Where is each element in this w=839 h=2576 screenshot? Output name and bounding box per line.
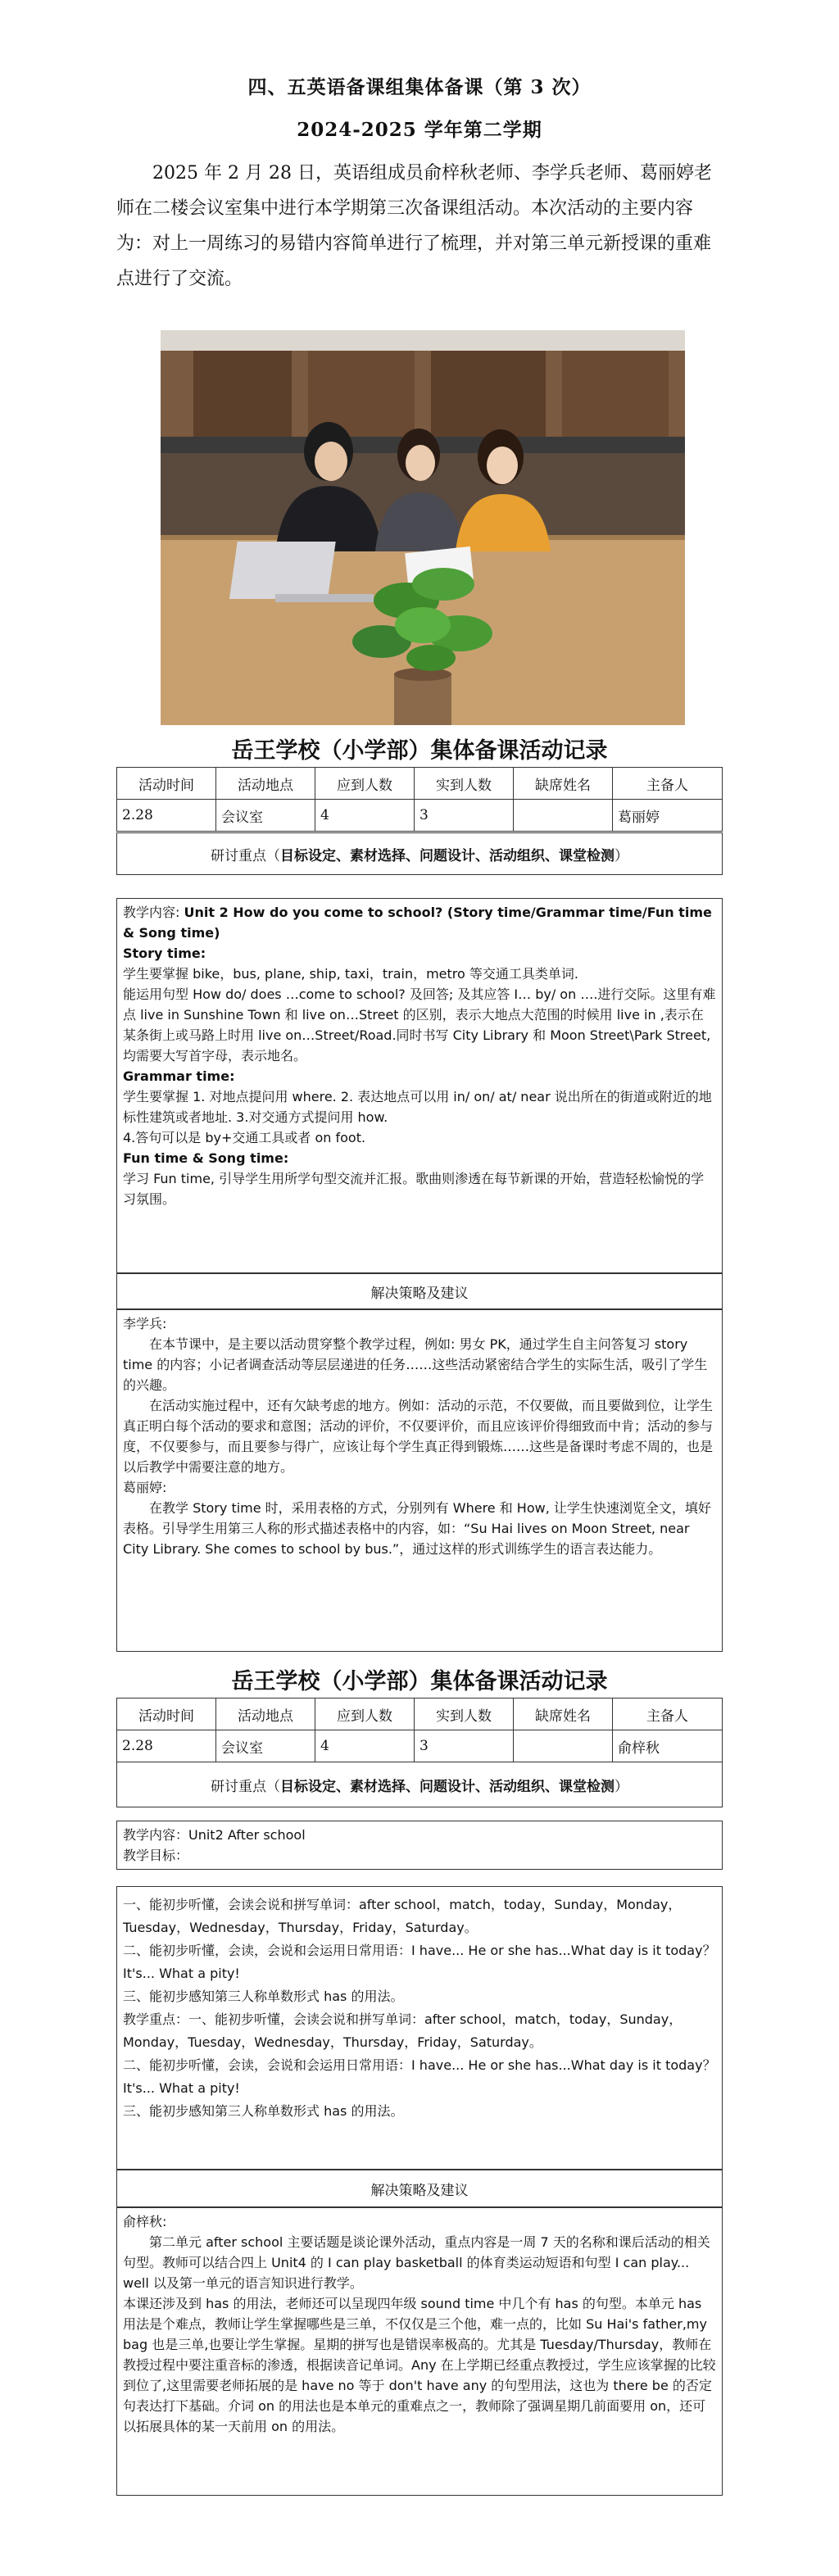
cell-place: 会议室 <box>216 1730 315 1762</box>
header-lead-preparer: 主备人 <box>613 1698 723 1730</box>
document-title: 四、五英语备课组集体备课（第 3 次） <box>247 76 592 98</box>
table-row <box>117 1730 723 1762</box>
cell-absent <box>514 1730 613 1762</box>
speaker-name: 俞梓秋: <box>123 2214 167 2229</box>
focus-row-1 <box>116 832 723 875</box>
header-activity-time: 活动时间 <box>117 768 216 800</box>
section-heading: Fun time & Song time: <box>123 1150 289 1166</box>
content-line: 能运用句型 How do/ does …come to school? 及回答; 及其应答 I… by/ on ….进行交际。这里有难点 live in Sunshine Town 和 live on…Street 的区别，表示大地点大范围的时候用 live in ,表示在某条街上或马路上时用 live on…Street/Road.同时书写 City Library 和 Moon Street\Park Street, 均需要大写首字母，表示地名。 <box>123 986 716 1064</box>
goal-line: 教学重点：一、能初步听懂，会读会说和拼写单词：after school，match，today，Sunday，Monday，Tuesday，Wednesday，Thursday，Friday，Saturday。 <box>123 2011 683 2050</box>
cell-lead: 俞梓秋 <box>613 1730 723 1762</box>
record-info-table-2 <box>116 1698 723 1762</box>
content-line: 教学内容：Unit2 After school <box>123 1827 306 1843</box>
speaker-name: 李学兵: <box>123 1316 167 1331</box>
header-expected-count: 应到人数 <box>315 1698 415 1730</box>
header-actual-count: 实到人数 <box>415 1698 514 1730</box>
header-lead-preparer: 主备人 <box>613 768 723 800</box>
content-unit: Unit 2 How do you come to school? (Story time/Grammar time/Fun time & Song time) <box>123 905 712 941</box>
goal-line: 三、能初步感知第三人称单数形式 has 的用法。 <box>123 1989 404 2004</box>
cell-actual: 3 <box>415 1730 514 1762</box>
table-row <box>117 800 723 832</box>
content-line: 教学目标： <box>123 1848 189 1863</box>
teaching-content-box-2 <box>116 1821 723 1870</box>
goal-line: 一、能初步听懂，会读会说和拼写单词：after school，match，today，Sunday，Monday，Tuesday，Wednesday，Thursday，Friday，Saturday。 <box>123 1897 682 1935</box>
focus-row-2 <box>116 1762 723 1807</box>
goal-line: 二、能初步听懂，会读，会说和会运用日常用语：I have... He or she has...What day is it today？It's... What a pity! <box>123 1943 716 1981</box>
content-line: 学生要掌握 1. 对地点提问用 where. 2. 表达地点可以用 in/ on/ at/ near 说出所在的街道或附近的地标性建筑或者地址. 3.对交通方式提问用 how. <box>123 1089 712 1125</box>
content-line: 4.答句可以是 by+交通工具或者 on foot. <box>123 1130 366 1145</box>
content-line: 学生要掌握 bike，bus, plane, ship, taxi，train，metro 等交通工具类单词. <box>123 966 578 982</box>
cell-absent <box>514 800 613 832</box>
goal-line: 三、能初步感知第三人称单数形式 has 的用法。 <box>123 2103 404 2119</box>
header-absent-names: 缺席姓名 <box>514 1698 613 1730</box>
focus-label: 研讨重点（ <box>211 847 280 864</box>
strategy-paragraph: 在本节课中，是主要以活动贯穿整个教学过程，例如: 男女 PK，通过学生自主问答复习 story time 的内容；小记者调查活动等层层递进的任务……这些活动紧密结合学生的实际生活，吸引了学生的兴趣。 <box>123 1336 708 1393</box>
meeting-photo-illustration <box>161 330 685 725</box>
strategy-paragraph: 在教学 Story time 时，采用表格的方式，分别列有 Where 和 How, 让学生快速浏览全文，填好表格。引导学生用第三人称的形式描述表格中的内容，如：“Su Hai lives on Moon Street, near City Library. She comes to school by bus.”，通过这样的形式训练学生的语言表达能力。 <box>123 1500 711 1557</box>
cell-place: 会议室 <box>216 800 315 832</box>
strategy-header-1: 解决策略及建议 <box>116 1273 723 1309</box>
header-activity-time: 活动时间 <box>117 1698 216 1730</box>
strategy-paragraph: 第二单元 after school 主要话题是谈论课外活动，重点内容是一周 7 天的名称和课后活动的相关句型。教师可以结合四上 Unit4 的 I can play basketball 的体育类运动短语和句型 I can play... well 以及第一单元的语言知识进行教学。 <box>123 2234 710 2291</box>
cell-expected: 4 <box>315 1730 415 1762</box>
speaker-name: 葛丽婷: <box>123 1480 167 1495</box>
cell-time: 2.28 <box>117 800 216 832</box>
strategy-paragraph: 在活动实施过程中，还有欠缺考虑的地方。例如：活动的示范，不仅要做，而且要做到位，让学生真正明白每个活动的要求和意图；活动的评价，不仅要评价，而且应该评价得细致而中肯；活动的参与度，不仅要参与，而且要参与得广，应该让每个学生真正得到锻炼……这些是备课时考虑不周的，也是以后教学中需要注意的地方。 <box>123 1398 714 1475</box>
focus-close: ） <box>615 847 628 864</box>
content-label: 教学内容: <box>123 905 184 920</box>
section-heading: Story time: <box>123 946 206 961</box>
cell-lead: 葛丽婷 <box>613 800 723 832</box>
cell-expected: 4 <box>315 800 415 832</box>
content-line <box>123 902 716 943</box>
header-activity-place: 活动地点 <box>216 1698 315 1730</box>
record-info-table-1 <box>116 767 723 832</box>
record-title-2: 岳王学校（小学部）集体备课活动记录 <box>231 1669 608 1694</box>
header-expected-count: 应到人数 <box>315 768 415 800</box>
focus-close: ） <box>615 1778 628 1795</box>
section-heading: Grammar time: <box>123 1068 235 1084</box>
strategy-paragraph: 本课还涉及到 has 的用法，老师还可以呈现四年级 sound time 中几个有 has 的句型。本单元 has 用法是个难点，教师让学生掌握哪些是三单，不仅仅是三个他，难一点的，比如 Su Hai's father,my bag 也是三单,也要让学生掌握。星期的拼写也是错误率极高的。尤其是 Tuesday/Thursday，教师在教授过程中要注重音标的渗透，根据读音记单词。Any 在上学期已经重点教授过，学生应该掌握的比较到位了,这里需要老师拓展的是 have no 等于 don't have any 的句型用法，这也为 there be 的否定句表达打下基础。介词 on 的用法也是本单元的重难点之一，教师除了强调星期几前面要用 on，还可以拓展具体的某一天前用 on 的用法。 <box>123 2296 716 2434</box>
document-subtitle: 2024-2025 学年第二学期 <box>297 119 542 141</box>
record-title-1: 岳王学校（小学部）集体备课活动记录 <box>231 738 608 764</box>
intro-paragraph: 2025 年 2 月 28 日，英语组成员俞梓秋老师、李学兵老师、葛丽婷老师在二楼会议室集中进行本学期第三次备课组活动。本次活动的主要内容为：对上一周练习的易错内容简单进行了梳理，并对第三单元新授课的重难点进行了交流。 <box>116 163 712 289</box>
cell-time: 2.28 <box>117 1730 216 1762</box>
header-activity-place: 活动地点 <box>216 768 315 800</box>
meeting-photo <box>161 330 685 725</box>
strategy-box-1 <box>116 1309 723 1652</box>
focus-items: 目标设定、素材选择、问题设计、活动组织、课堂检测 <box>280 1778 615 1795</box>
table-header-row <box>117 768 723 800</box>
strategy-box-2 <box>116 2207 723 2496</box>
focus-items: 目标设定、素材选择、问题设计、活动组织、课堂检测 <box>280 847 615 864</box>
content-line: 学习 Fun time, 引导学生用所学句型交流并汇报。歌曲则渗透在每节新课的开始，营造轻松愉悦的学习氛围。 <box>123 1171 705 1207</box>
teaching-content-box-1 <box>116 898 723 1273</box>
cell-actual: 3 <box>415 800 514 832</box>
table-header-row <box>117 1698 723 1730</box>
strategy-header-2: 解决策略及建议 <box>116 2170 723 2207</box>
teaching-goals-box-2 <box>116 1886 723 2170</box>
header-actual-count: 实到人数 <box>415 768 514 800</box>
goal-line: 二、能初步听懂，会读，会说和会运用日常用语：I have... He or she has...What day is it today？It's... What a pity! <box>123 2057 716 2096</box>
header-absent-names: 缺席姓名 <box>514 768 613 800</box>
focus-label: 研讨重点（ <box>211 1778 280 1795</box>
